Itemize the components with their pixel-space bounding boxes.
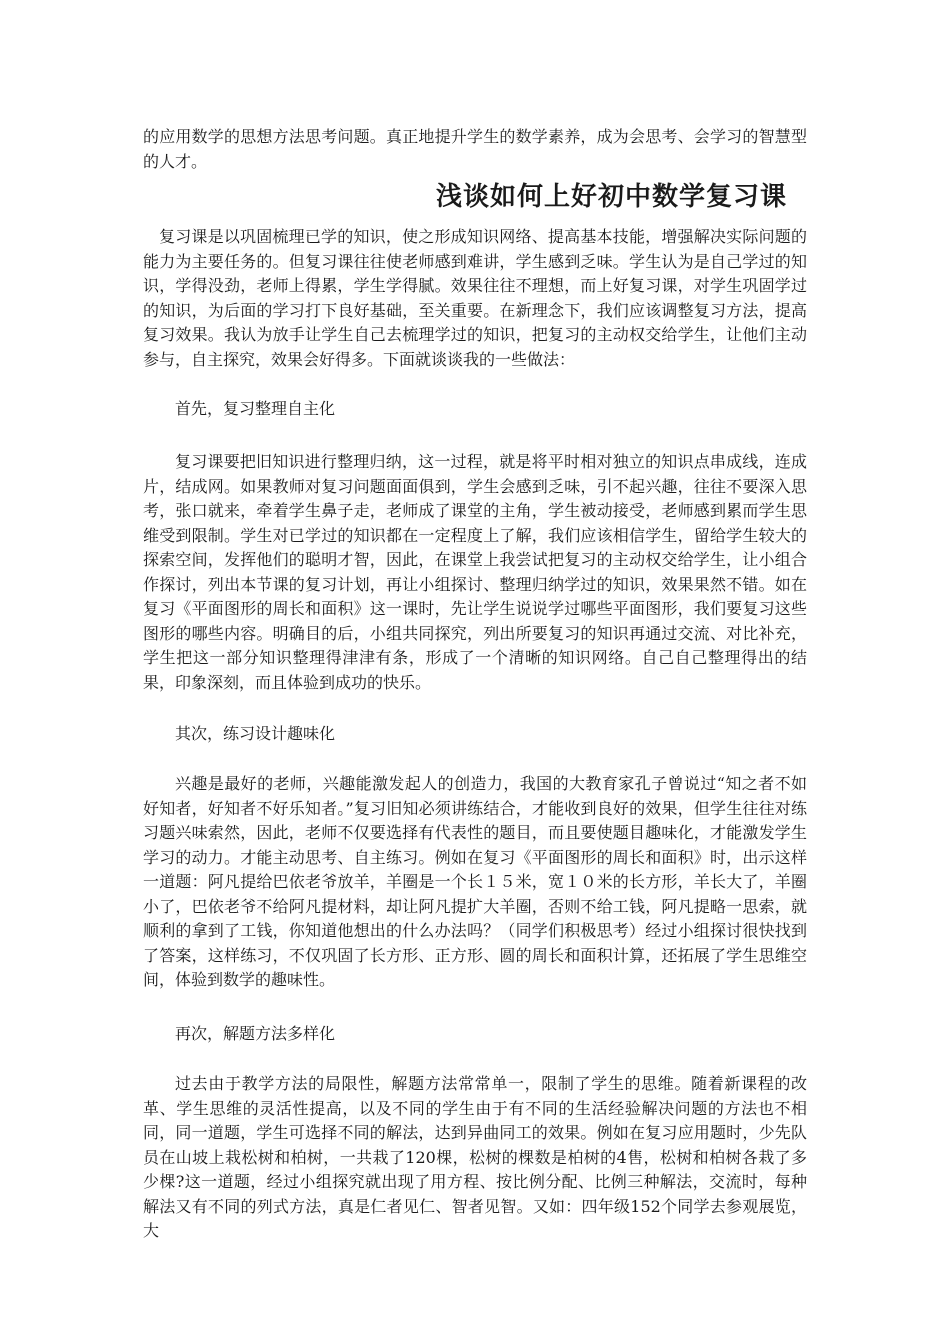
intro-tail-paragraph: 的应用数学的思想方法思考问题。真正地提升学生的数学素养，成为会思考、会学习的智慧型的人才。 — [143, 127, 807, 171]
section2-body: 兴趣是最好的老师，兴趣能激发起人的创造力，我国的大教育家孔子曾说过“知之者不如好知者，好知者不好乐知者。”复习旧知必须讲练结合，才能收到良好的效果，但学生往往对练习题兴味索然，因此，老师不仅要选择有代表性的题目，而且要使题目趣味化，才能激发学生学习的动力。才能主动思考、自主练习。例如在复习《平面图形的周长和面积》时，出示这样一道题：阿凡提给巴依老爷放羊，羊圈是一个长１５米，宽１０米的长方形，羊长大了，羊圈小了，巴依老爷不给阿凡提材料，却让阿凡提扩大羊圈，否则不给工钱，阿凡提略一思索，就顺利的拿到了工钱，你知道他想出的什么办法吗？（同学们积极思考）经过小组探讨很快找到了答案，这样练习，不仅巩固了长方形、正方形、圆的周长和面积计算，还拓展了学生思维空间，体验到数学的趣味性。 — [143, 774, 807, 989]
section3-body: 过去由于教学方法的局限性，解题方法常常单一，限制了学生的思维。随着新课程的改革、学生思维的灵活性提高，以及不同的学生由于有不同的生活经验解决问题的方法也不相同，同一道题，学生可选择不同的解法，达到异曲同工的效果。例如在复习应用题时，少先队员在山坡上栽松树和柏树，一共栽了120棵，松树的棵数是柏树的4售，松树和柏树各栽了多少棵?这一道题，经过小组探究就出现了用方程、按比例分配、比例三种解法，交流时，每种解法又有不同的列式方法，真是仁者见仁、智者见智。又如：四年级152个同学去参观展览，大 — [143, 1074, 807, 1240]
section3-heading: 再次，解题方法多样化 — [175, 1024, 336, 1043]
section2-heading: 其次，练习设计趣味化 — [175, 724, 336, 743]
intro-paragraph: 复习课是以巩固梳理已学的知识，使之形成知识网络、提高基本技能，增强解决实际问题的能力为主要任务的。但复习课往往使老师感到难讲，学生感到乏味。学生认为是自己学过的知识，学得没劲，老师上得累，学生学得腻。效果往往不理想，而上好复习课，对学生巩固学过的知识，为后面的学习打下良好基础，至关重要。在新理念下，我们应该调整复习方法，提高复习效果。我认为放手让学生自己去梳理学过的知识，把复习的主动权交给学生，让他们主动参与，自主探究，效果会好得多。下面就谈谈我的一些做法： — [143, 227, 807, 369]
section1-heading: 首先，复习整理自主化 — [175, 399, 336, 418]
section1-body: 复习课要把旧知识进行整理归纳，这一过程，就是将平时相对独立的知识点串成线，连成片，结成网。如果教师对复习问题面面俱到，学生会感到乏味，引不起兴趣，往往不要深入思考，张口就来，牵着学生鼻子走，老师成了课堂的主角，学生被动接受，老师感到累而学生思维受到限制。学生对已学过的知识都在一定程度上了解，我们应该相信学生，留给学生较大的探索空间，发挥他们的聪明才智，因此，在课堂上我尝试把复习的主动权交给学生，让小组合作探讨，列出本节课的复习计划，再让小组探讨、整理归纳学过的知识，效果果然不错。如在复习《平面图形的周长和面积》这一课时，先让学生说说学过哪些平面图形，我们要复习这些图形的哪些内容。明确目的后，小组共同探究，列出所要复习的知识再通过交流、对比补充，学生把这一部分知识整理得津津有条，形成了一个清晰的知识网络。自己自己整理得出的结果，印象深刻，而且体验到成功的快乐。 — [143, 452, 807, 692]
page-title: 浅谈如何上好初中数学复习课 — [435, 182, 787, 212]
